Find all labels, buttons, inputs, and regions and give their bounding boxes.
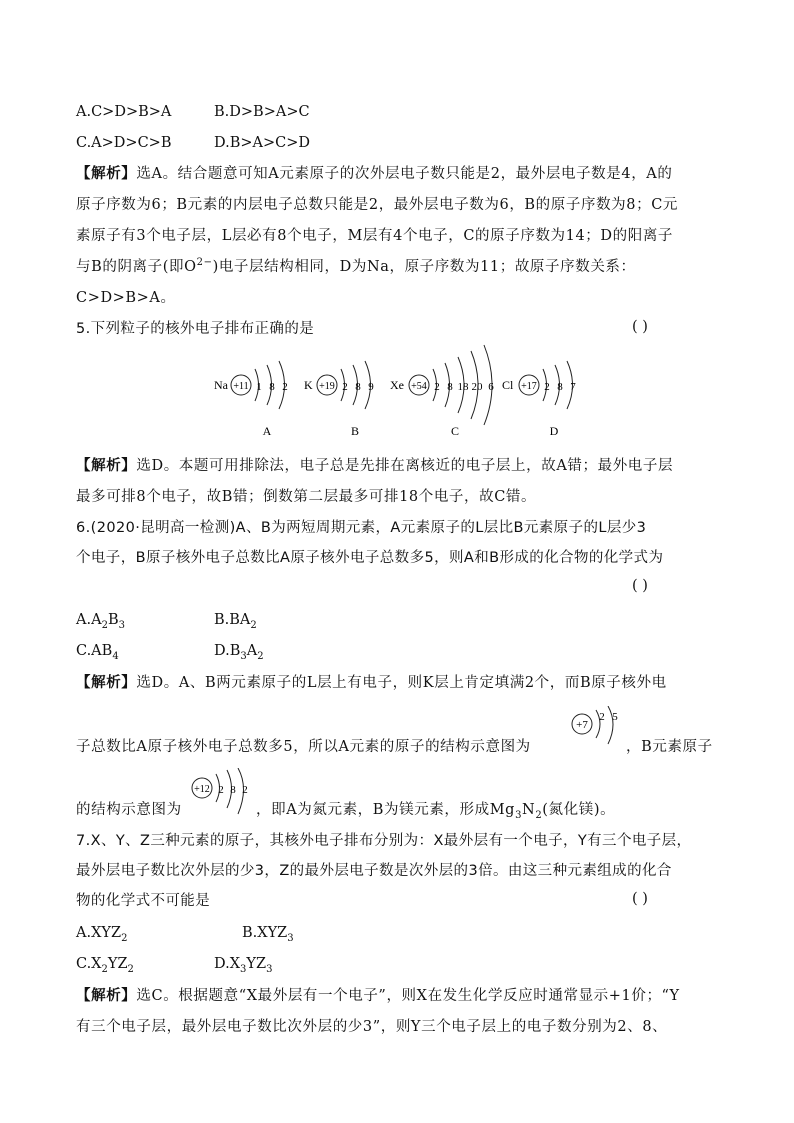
diagram-b-shell-count: 8 — [355, 381, 361, 393]
q5-analysis-line-1: 【解析】选D。本题可用排除法，电子总是先排在离核近的电子层上，故A错；最外电子层 — [76, 457, 674, 474]
q4-analysis-line-5: C>D>B>A。 — [76, 290, 176, 306]
diagram-d-label: D — [549, 424, 559, 438]
q6-diagram-nitrogen — [568, 706, 628, 762]
q6-option-a: $A.A_2B_3$ — [76, 612, 125, 631]
q6-option-d: $D.B_3A_2$ — [214, 643, 264, 662]
analysis-tag: 【解析】 — [76, 987, 137, 1004]
q4-option-a: A.C>D>B>A — [76, 104, 172, 120]
q5-stem: 5.下列粒子的核外电子排布正确的是 — [76, 321, 315, 337]
nitrogen-shell-count: 5 — [612, 711, 618, 723]
diagram-b-shell-count: 9 — [368, 381, 374, 393]
q7-stem-line-3: 物的化学式不可能是 — [76, 893, 211, 909]
diagram-b-label: B — [350, 424, 360, 438]
diagram-a-shell-count: 8 — [269, 381, 275, 393]
q6-analysis-line-2b: ，B元素原子 — [626, 739, 713, 755]
q7-stem-line-1: 7.X、Y、Z三种元素的原子，其核外电子排布分别为：X最外层有一个电子，Y有三个电子层， — [76, 833, 692, 849]
diagram-c-nuclear-charge: +54 — [411, 381, 427, 392]
diagram-a-label: A — [262, 424, 272, 438]
diagram-a-shell-count: 1 — [256, 381, 262, 393]
magnesium-shell-count: 2 — [218, 784, 224, 796]
q4-option-b: B.D>B>A>C — [214, 104, 310, 120]
q7-answer-bracket: ( ) — [632, 891, 648, 907]
diagram-d-shell-count: 8 — [557, 381, 563, 393]
diagram-a-nuclear-charge: +11 — [233, 381, 249, 392]
q7-analysis-line-1: 【解析】选C。根据题意“X最外层有一个电子”，则X在发生化学反应时通常显示+1价；“Y — [76, 987, 680, 1004]
diagram-c-shell-count: 20 — [471, 381, 483, 393]
analysis-tag: 【解析】 — [76, 165, 137, 182]
q4-analysis-line-3: 素原子有3个电子层，L层必有8个电子，M层有4个电子，C的原子序数为14；D的阳离子 — [76, 228, 674, 244]
magnesium-shell-count: 8 — [230, 784, 236, 796]
magnesium-nuclear-charge: +12 — [194, 784, 210, 795]
magnesium-shell-count: 2 — [242, 784, 248, 796]
q6-analysis-line-2a: 子总数比A原子核外电子总数多5，所以A元素的原子的结构示意图为 — [76, 739, 531, 755]
q7-stem-line-2: 最外层电子数比次外层的少3，Z的最外层电子数是次外层的3倍。由这三种元素组成的化合 — [76, 863, 672, 879]
diagram-c-shell-count: 6 — [488, 381, 494, 393]
q5-analysis-line-2: 最多可排8个电子，故B错；倒数第二层最多可排18个电子，故C错。 — [76, 489, 537, 505]
diagram-d-shell-count: 7 — [570, 381, 576, 393]
q6-diagram-magnesium — [188, 768, 258, 824]
q4-analysis-line-2: 原子序数为6；B元素的内层电子总数只能是2，最外层电子数为6，B的原子序数为8；C元 — [76, 197, 679, 213]
q6-option-b: $B.BA_2$ — [214, 612, 257, 631]
nitrogen-nuclear-charge: +7 — [576, 719, 588, 731]
diagram-a-shell-count: 2 — [282, 381, 288, 393]
q6-option-c: $C.AB_4$ — [76, 643, 119, 662]
analysis-tag: 【解析】 — [76, 457, 137, 474]
q6-answer-bracket: ( ) — [632, 578, 648, 594]
q7-analysis-line-2: 有三个电子层，最外层电子数比次外层的少3”，则Y三个电子层上的电子数分别为2、8、 — [76, 1019, 668, 1035]
analysis-tag: 【解析】 — [76, 674, 137, 691]
diagram-d-symbol: Cl — [502, 378, 514, 392]
q5-electron-diagrams — [200, 343, 600, 443]
diagram-b-shell-count: 2 — [342, 381, 348, 393]
q4-option-c: C.A>D>C>B — [76, 135, 172, 151]
q4-option-d: D.B>A>C>D — [214, 135, 311, 151]
q4-analysis-line-1: 【解析】选A。结合题意可知A元素原子的次外层电子数只能是2，最外层电子数是4，A的 — [76, 165, 673, 182]
q6-analysis-line-3b: ，即A为氮元素，B为镁元素，形成$Mg_3N_2$(氮化镁)。 — [256, 802, 616, 821]
diagram-a-symbol: Na — [214, 378, 228, 392]
diagram-c-label: C — [450, 424, 460, 438]
q7-option-b: $B.XYZ_3$ — [242, 925, 294, 944]
diagram-c-shell-count: 8 — [447, 381, 453, 393]
diagram-d-shell-count: 2 — [544, 381, 550, 393]
q6-stem-line-2: 个电子，B原子核外电子总数比A原子核外电子总数多5，则A和B形成的化合物的化学式为 — [76, 550, 664, 566]
nitrogen-shell-count: 2 — [599, 711, 605, 723]
q7-option-c: $C.X_2YZ_2$ — [76, 956, 134, 975]
diagram-c-shell-count: 18 — [457, 381, 469, 393]
q4-analysis-line-4: 与B的阴离子(即$O^{2-}$)电子层结构相同，D为Na，原子序数为11；故原子序数关系： — [76, 257, 636, 275]
diagram-d-nuclear-charge: +17 — [521, 381, 537, 392]
diagram-c-shell-count: 2 — [434, 381, 440, 393]
diagram-b-nuclear-charge: +19 — [319, 381, 335, 392]
q6-analysis-line-1: 【解析】选D。A、B两元素原子的L层上有电子，则K层上肯定填满2个，而B原子核外电 — [76, 674, 667, 691]
q7-option-a: $A.XYZ_2$ — [76, 925, 128, 944]
diagram-c-symbol: Xe — [390, 378, 404, 392]
q7-option-d: $D.X_3YZ_3$ — [214, 956, 273, 975]
q6-analysis-line-3a: 的结构示意图为 — [76, 802, 182, 818]
q5-answer-bracket: ( ) — [632, 319, 648, 335]
q6-stem-line-1: 6.(2020·昆明高一检测)A、B为两短周期元素，A元素原子的L层比B元素原子的L层少3 — [76, 520, 647, 536]
diagram-b-symbol: K — [304, 378, 313, 392]
